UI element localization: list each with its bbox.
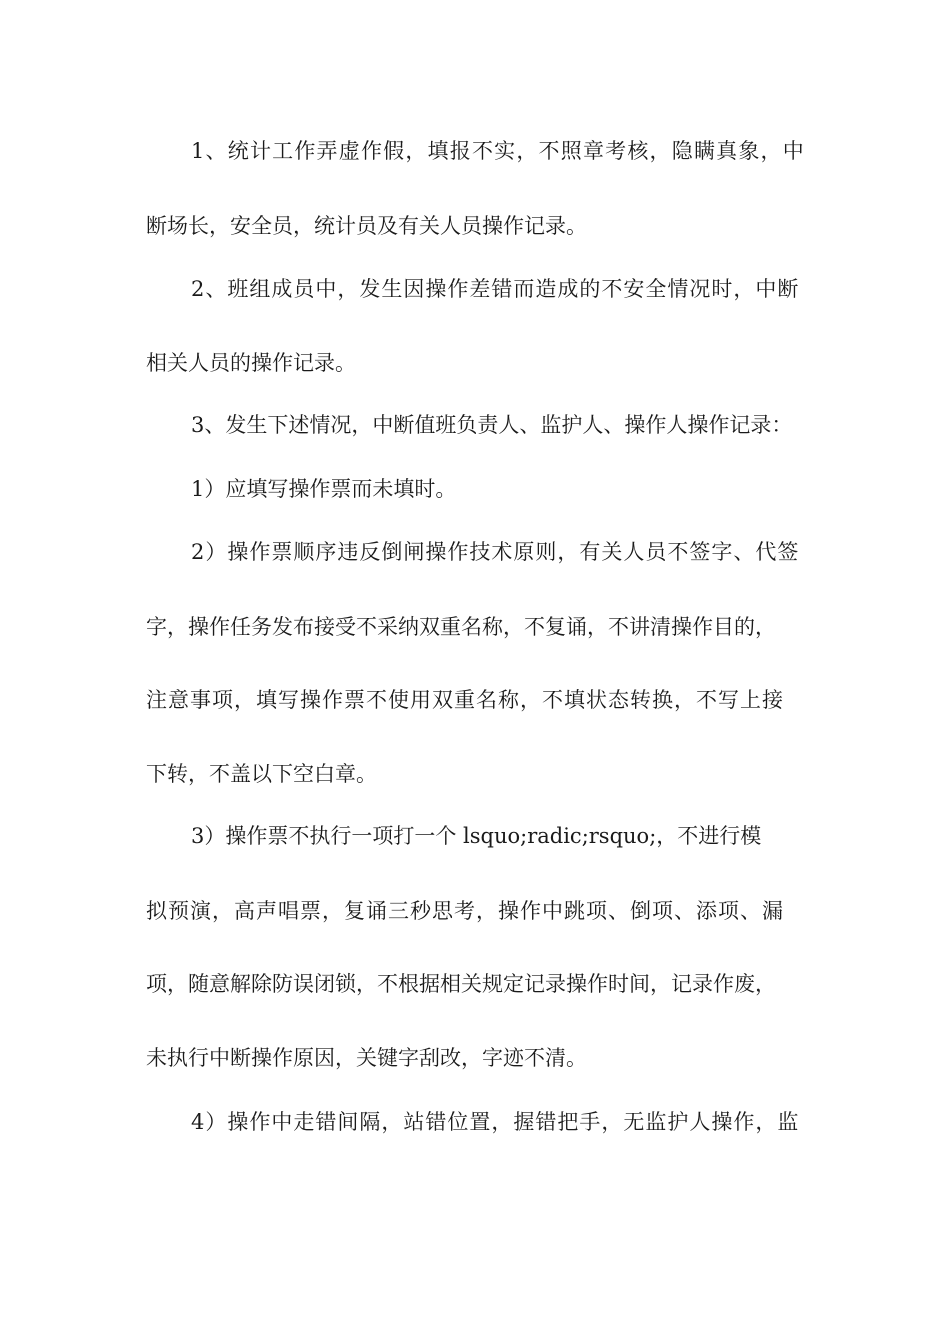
paragraph-3-line-1: 3、发生下述情况，中断值班负责人、监护人、操作人操作记录： <box>191 413 793 437</box>
item-2-line-4: 下转，不盖以下空白章。 <box>146 762 377 786</box>
item-3-line-1: 3）操作票不执行一项打一个 lsquo;radic;rsquo;，不进行模 <box>191 824 762 848</box>
paragraph-1-line-2: 断场长，安全员，统计员及有关人员操作记录。 <box>146 214 587 238</box>
item-3-line-4: 未执行中断操作原因，关键字刮改，字迹不清。 <box>146 1046 587 1070</box>
paragraph-1-line-1: 1、统计工作弄虚作假，填报不实，不照章考核，隐瞒真象，中 <box>191 139 805 163</box>
item-2-line-3: 注意事项，填写操作票不使用双重名称，不填状态转换，不写上接 <box>146 688 784 712</box>
item-2-line-2: 字，操作任务发布接受不采纳双重名称，不复诵，不讲清操作目的， <box>146 615 776 639</box>
item-2-line-1: 2）操作票顺序违反倒闸操作技术原则，有关人员不签字、代签 <box>191 540 800 564</box>
paragraph-2-line-1: 2、班组成员中，发生因操作差错而造成的不安全情况时，中断 <box>191 277 800 301</box>
item-1-line-1: 1）应填写操作票而未填时。 <box>191 477 457 501</box>
item-4-line-1: 4）操作中走错间隔，站错位置，握错把手，无监护人操作，监 <box>191 1110 800 1134</box>
item-3-line-2: 拟预演，高声唱票，复诵三秒思考，操作中跳项、倒项、添项、漏 <box>146 899 784 923</box>
paragraph-2-line-2: 相关人员的操作记录。 <box>146 351 356 375</box>
item-3-line-3: 项，随意解除防误闭锁，不根据相关规定记录操作时间，记录作废， <box>146 972 776 996</box>
